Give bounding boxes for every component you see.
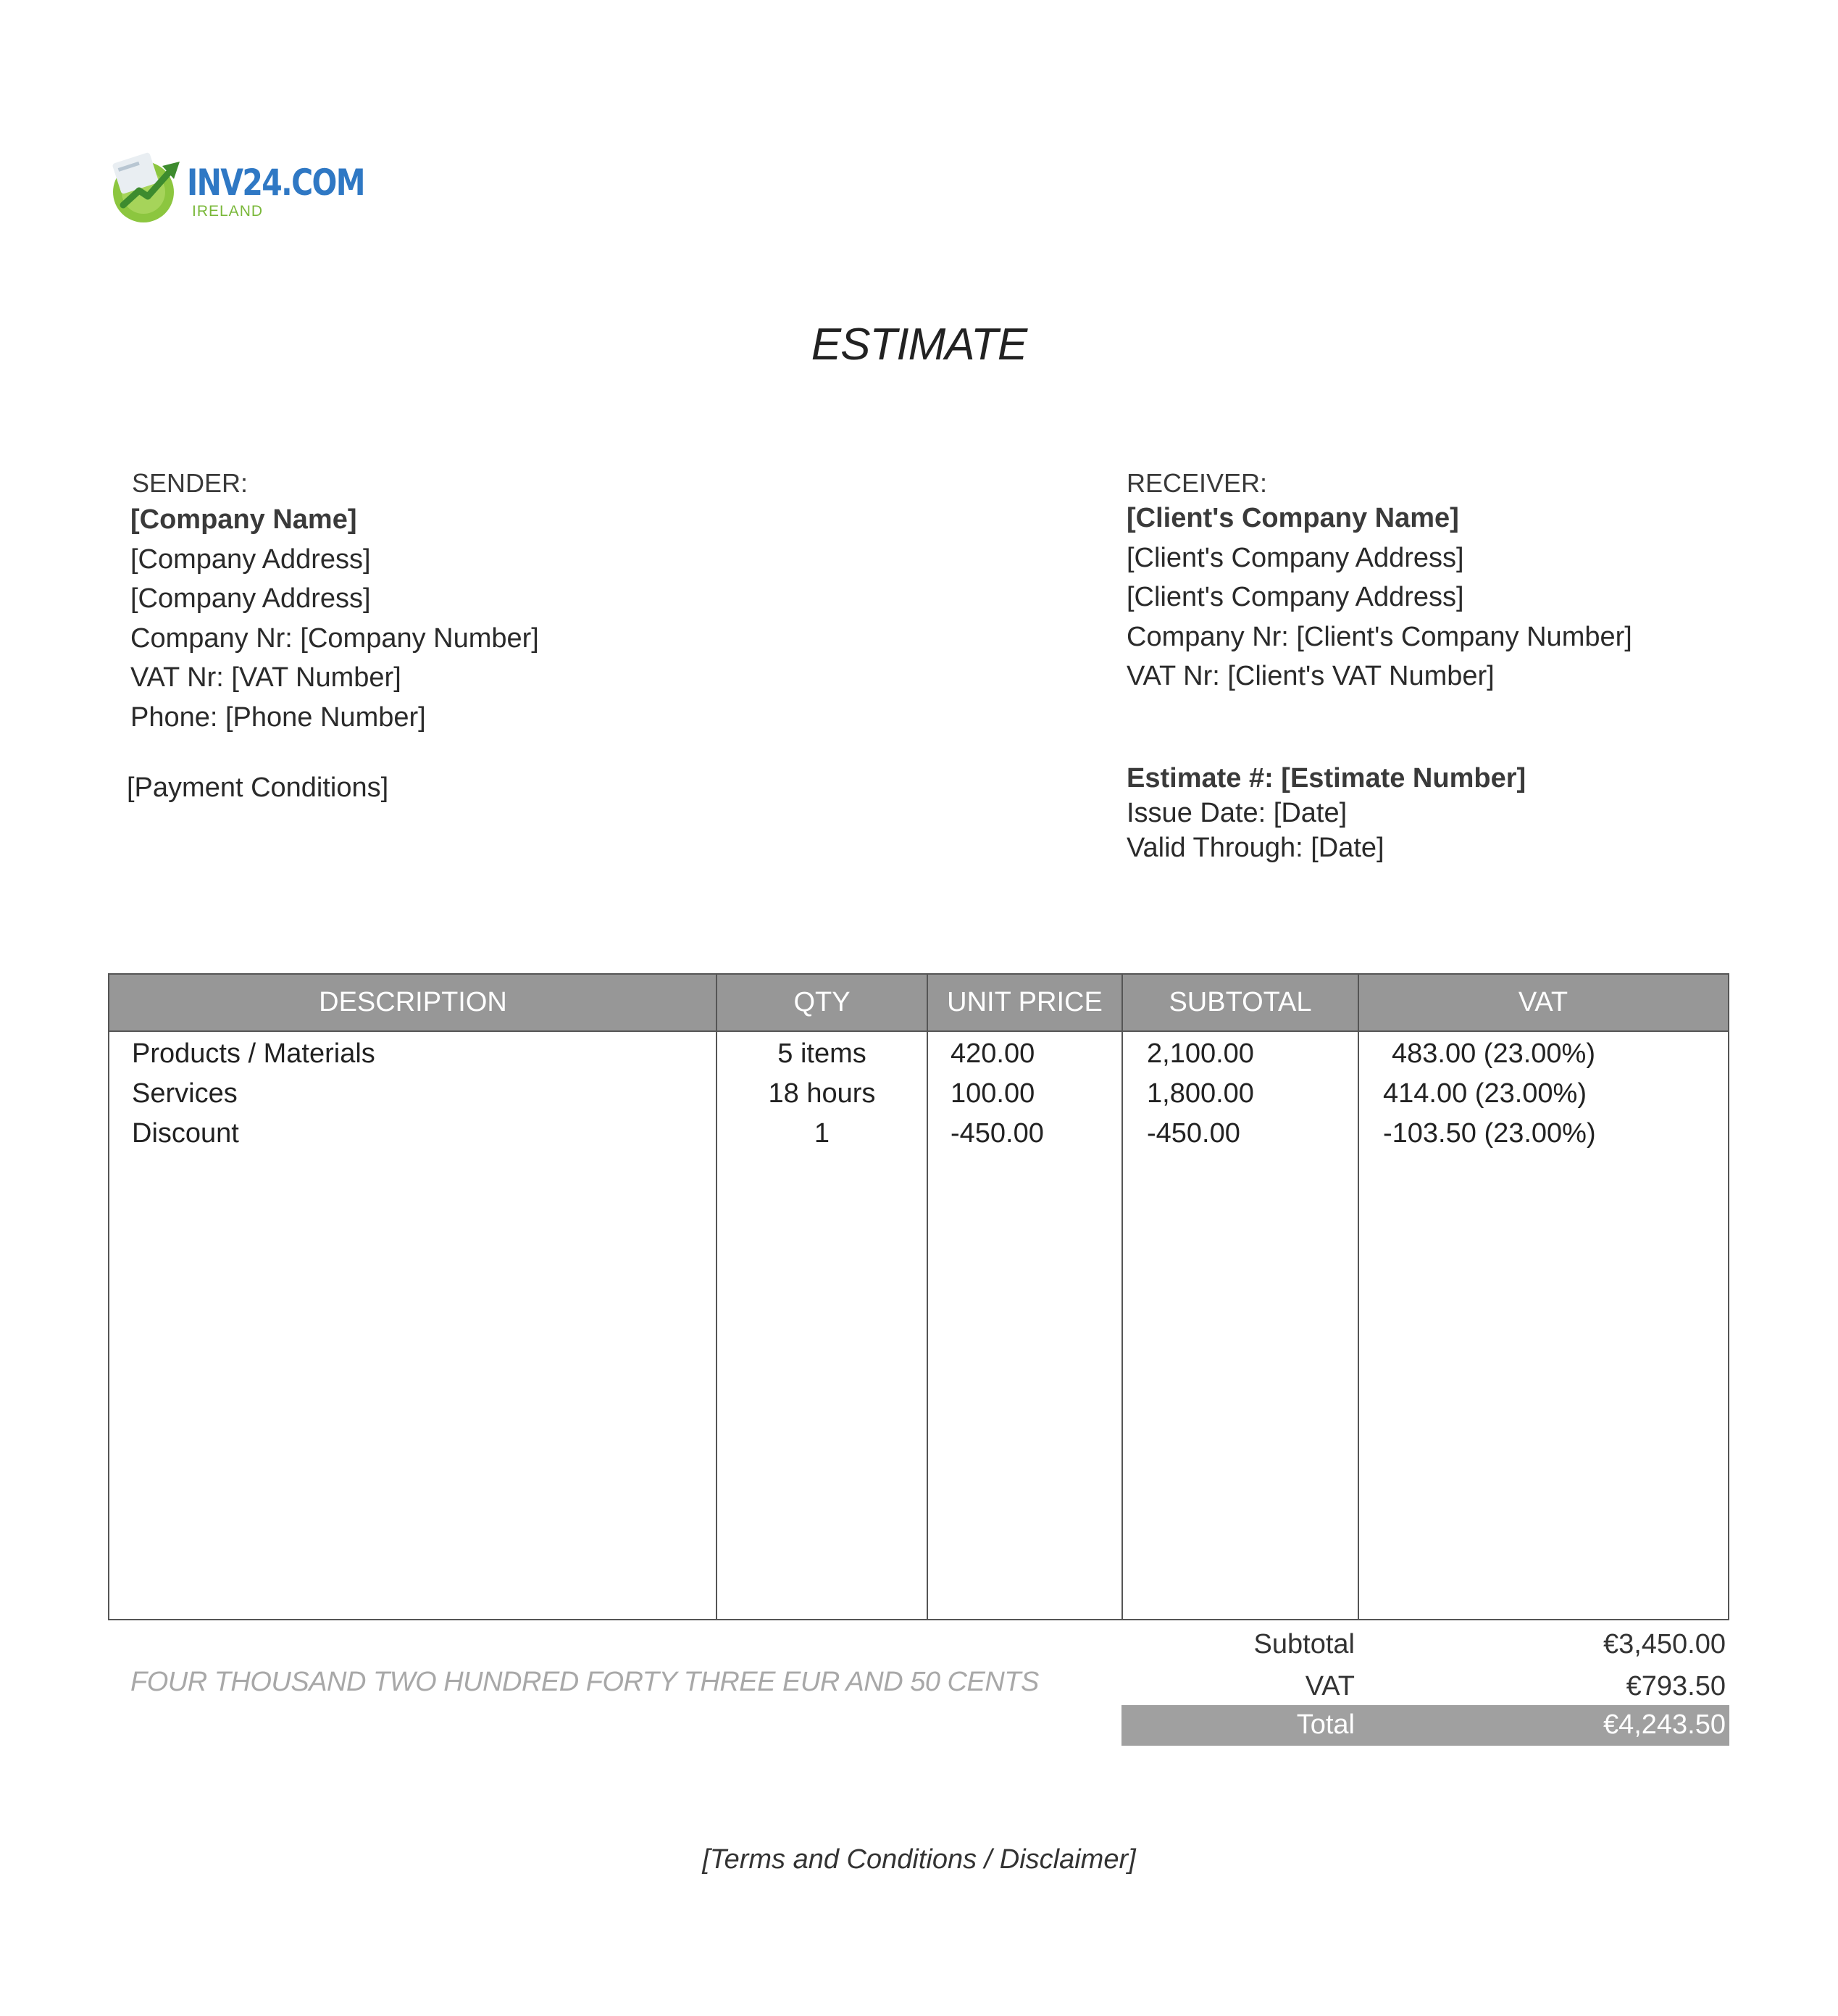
subtotal-label: Subtotal bbox=[1253, 1629, 1355, 1659]
row-unit-price: -450.00 bbox=[951, 1118, 1044, 1149]
row-qty: 1 bbox=[814, 1118, 830, 1149]
items-table bbox=[108, 973, 1729, 1620]
row-description: Discount bbox=[132, 1118, 239, 1149]
sender-vat-number: VAT Nr: [VAT Number] bbox=[130, 662, 401, 693]
estimate-issue-date: Issue Date: [Date] bbox=[1127, 798, 1348, 828]
receiver-company-name: [Client's Company Name] bbox=[1127, 503, 1459, 533]
vat-total-label: VAT bbox=[1305, 1671, 1355, 1701]
logo-emblem-icon bbox=[109, 149, 184, 224]
estimate-number: Estimate #: [Estimate Number] bbox=[1127, 763, 1526, 794]
sender-address-1: [Company Address] bbox=[130, 543, 371, 575]
row-subtotal: -450.00 bbox=[1147, 1118, 1240, 1149]
row-unit-price: 100.00 bbox=[951, 1078, 1035, 1109]
row-unit-price: 420.00 bbox=[951, 1038, 1035, 1069]
receiver-block bbox=[1127, 499, 1632, 696]
sender-label: SENDER: bbox=[132, 468, 248, 498]
header-qty: QTY bbox=[793, 987, 851, 1017]
vat-total-value: €793.50 bbox=[1626, 1671, 1726, 1701]
sender-company-name: [Company Name] bbox=[130, 504, 357, 535]
column-divider bbox=[927, 975, 928, 1619]
sender-address-2: [Company Address] bbox=[130, 583, 371, 614]
estimate-valid-through: Valid Through: [Date] bbox=[1127, 833, 1384, 863]
page-title: ESTIMATE bbox=[811, 320, 1027, 370]
header-subtotal: SUBTOTAL bbox=[1169, 987, 1312, 1017]
row-description: Services bbox=[132, 1078, 238, 1109]
receiver-vat-number: VAT Nr: [Client's VAT Number] bbox=[1127, 661, 1495, 691]
row-vat: -103.50 (23.00%) bbox=[1383, 1118, 1596, 1149]
table-header bbox=[109, 975, 1728, 1032]
receiver-address-1: [Client's Company Address] bbox=[1127, 542, 1464, 573]
estimate-info bbox=[1127, 761, 1526, 865]
row-subtotal: 1,800.00 bbox=[1147, 1078, 1254, 1109]
row-vat: 414.00 (23.00%) bbox=[1383, 1078, 1587, 1109]
total-value: €4,243.50 bbox=[1603, 1709, 1726, 1740]
logo-region-text: IRELAND bbox=[192, 203, 264, 220]
row-description: Products / Materials bbox=[132, 1038, 375, 1069]
header-description: DESCRIPTION bbox=[319, 987, 507, 1017]
sender-company-number: Company Nr: [Company Number] bbox=[130, 622, 539, 654]
header-vat: VAT bbox=[1518, 987, 1568, 1017]
receiver-label: RECEIVER: bbox=[1127, 468, 1268, 498]
column-divider bbox=[716, 975, 717, 1619]
header-unit-price: UNIT PRICE bbox=[947, 987, 1103, 1017]
amount-in-words: FOUR THOUSAND TWO HUNDRED FORTY THREE EUR AND 50 CENTS bbox=[130, 1667, 1039, 1697]
receiver-company-number: Company Nr: [Client's Company Number] bbox=[1127, 621, 1632, 652]
payment-conditions: [Payment Conditions] bbox=[127, 772, 389, 803]
row-vat: 483.00 (23.00%) bbox=[1392, 1038, 1595, 1069]
row-subtotal: 2,100.00 bbox=[1147, 1038, 1254, 1069]
terms-and-conditions: [Terms and Conditions / Disclaimer] bbox=[702, 1844, 1136, 1875]
grand-total-bar bbox=[1121, 1705, 1729, 1746]
logo-brand-text: INV24.COM bbox=[187, 162, 364, 204]
column-divider bbox=[1121, 975, 1123, 1619]
subtotal-value: €3,450.00 bbox=[1603, 1629, 1726, 1659]
row-qty: 18 hours bbox=[768, 1078, 876, 1109]
column-divider bbox=[1358, 975, 1359, 1619]
sender-block bbox=[130, 500, 539, 737]
sender-phone: Phone: [Phone Number] bbox=[130, 701, 426, 733]
receiver-address-2: [Client's Company Address] bbox=[1127, 582, 1464, 612]
company-logo bbox=[109, 149, 364, 228]
row-qty: 5 items bbox=[777, 1038, 866, 1069]
total-label: Total bbox=[1296, 1709, 1355, 1740]
